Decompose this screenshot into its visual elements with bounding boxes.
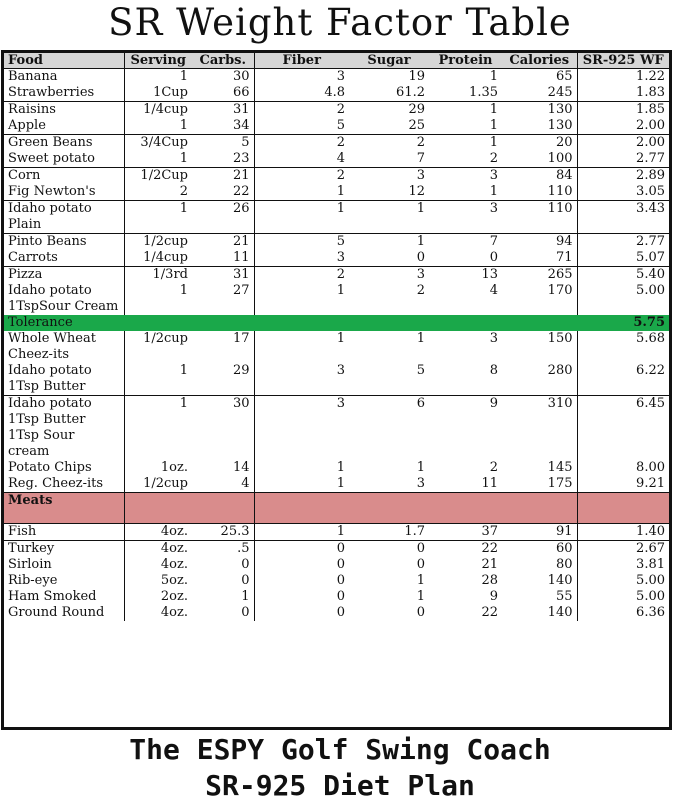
cell-sr925-wf: 1.22 [577, 69, 669, 86]
cell-calories: 110 [502, 201, 577, 234]
cell-food: Carrots [4, 250, 124, 267]
cell-sugar: 1 [416, 460, 425, 475]
cell-protein: 13 [481, 267, 498, 282]
cell-serving: 1 [124, 201, 192, 234]
cell-serving [124, 493, 192, 524]
cell-protein: 1 [489, 135, 498, 150]
cell-fiber: 1 [336, 283, 345, 298]
table-row [4, 151, 669, 168]
cell-protein: 1 [489, 69, 498, 84]
cell-serving: 1 [179, 396, 188, 411]
cell-food: Turkey [4, 541, 124, 558]
cell-serving: 1 [179, 283, 188, 298]
cell-protein: 0 [429, 250, 502, 267]
cell-calories: 71 [502, 250, 577, 267]
cell-carbs: 25.3 [192, 524, 254, 541]
page-title: SR Weight Factor Table [108, 1, 572, 44]
cell-food: Raisins [4, 102, 124, 119]
cell-calories: 110 [502, 184, 577, 201]
cell-sugar: 1 [416, 573, 425, 588]
cell-food: Reg. Cheez-its [4, 476, 124, 493]
cell-carbs: 30 [192, 396, 254, 461]
cell-serving: 3/4Cup [140, 135, 188, 150]
table-row [4, 201, 669, 234]
cell-carbs: 23 [192, 151, 254, 168]
table-row [4, 184, 669, 201]
cell-food: Tolerance [4, 315, 124, 331]
cell-carbs: 21 [192, 234, 254, 251]
cell-calories: 150 [547, 331, 573, 346]
cell-sr925-wf: 1.85 [577, 102, 669, 119]
cell-carbs [192, 493, 254, 524]
cell-sugar: 3 [416, 168, 425, 183]
cell-food: Rib-eye [4, 573, 124, 589]
footer [0, 733, 680, 805]
cell-sugar: 5 [349, 363, 429, 396]
cell-fiber: 2 [336, 168, 345, 183]
cell-carbs: 14 [192, 460, 254, 476]
cell-food: Green Beans [4, 135, 124, 152]
cell-serving: 1/4cup [124, 250, 192, 267]
header-sr925-wf: SR-925 WF [577, 53, 669, 69]
cell-protein: 4 [489, 283, 498, 298]
cell-carbs: 0 [192, 557, 254, 573]
cell-sr925-wf: 1.83 [577, 85, 669, 102]
cell-fiber: 5 [336, 234, 345, 249]
cell-serving: 1 [124, 151, 192, 168]
cell-food: Sirloin [4, 557, 124, 573]
cell-protein: 3 [489, 168, 498, 183]
cell-fiber: 1 [254, 524, 349, 541]
cell-carbs: 31 [192, 102, 254, 119]
cell-calories: 20 [555, 135, 573, 150]
table-row [4, 102, 669, 119]
cell-protein: 9 [489, 589, 498, 604]
cell-sr925-wf: 5.07 [577, 250, 669, 267]
cell-food: Idaho potato Plain [4, 201, 124, 234]
cell-calories: 140 [547, 573, 573, 588]
cell-serving: 1Cup [124, 85, 192, 102]
cell-food: Pizza [4, 267, 124, 284]
cell-food: Idaho potato 1Tsp Butter 1Tsp Sour cream [4, 396, 124, 461]
cell-sugar: 1 [349, 201, 429, 234]
cell-sugar: 19 [408, 69, 425, 84]
cell-calories [502, 493, 577, 524]
cell-calories: 175 [502, 476, 577, 493]
cell-sugar: 0 [416, 605, 425, 620]
table-row [4, 557, 669, 573]
cell-sr925-wf: 2.00 [577, 135, 669, 152]
cell-carbs: 31 [192, 267, 254, 284]
cell-carbs [192, 315, 254, 331]
cell-protein: 37 [429, 524, 502, 541]
cell-food: Ham Smoked [4, 589, 124, 605]
cell-calories: 140 [547, 605, 573, 620]
cell-food: Idaho potato 1Tsp Butter [4, 363, 124, 396]
cell-carbs: .5 [192, 541, 254, 558]
table-row [4, 118, 669, 135]
table-header-row [4, 53, 669, 69]
cell-sr925-wf: 5.40 [577, 267, 669, 284]
cell-fiber: 1 [254, 476, 349, 493]
cell-sugar [349, 315, 429, 331]
cell-carbs: 21 [192, 168, 254, 185]
cell-sugar: 3 [349, 476, 429, 493]
cell-sr925-wf: 5.00 [577, 283, 669, 315]
cell-calories: 280 [502, 363, 577, 396]
cell-serving: 1/3rd [152, 267, 188, 282]
cell-fiber: 0 [336, 589, 345, 604]
cell-sugar: 25 [349, 118, 429, 135]
cell-fiber: 4.8 [254, 85, 349, 102]
cell-sugar [349, 493, 429, 524]
cell-carbs: 17 [192, 331, 254, 363]
cell-sr925-wf: 5.68 [577, 331, 669, 363]
cell-fiber: 1 [336, 331, 345, 346]
cell-serving: 1oz. [160, 460, 188, 475]
cell-food: Potato Chips [4, 460, 124, 476]
cell-sugar: 1.7 [349, 524, 429, 541]
cell-sugar: 1 [416, 589, 425, 604]
cell-sugar: 6 [416, 396, 425, 411]
cell-sr925-wf: 8.00 [577, 460, 669, 476]
cell-sugar: 1 [416, 331, 425, 346]
cell-fiber: 3 [336, 396, 345, 411]
cell-protein: 1.35 [429, 85, 502, 102]
header-food: Food [4, 53, 124, 69]
cell-sr925-wf: 2.89 [577, 168, 669, 185]
cell-sugar: 0 [416, 557, 425, 572]
cell-sr925-wf: 6.45 [577, 396, 669, 461]
table-row [4, 168, 669, 185]
cell-protein: 8 [429, 363, 502, 396]
table-row [4, 541, 669, 558]
cell-carbs: 5 [192, 135, 254, 152]
cell-sr925-wf: 5.00 [577, 573, 669, 589]
cell-protein: 22 [481, 605, 498, 620]
cell-fiber [254, 315, 349, 331]
cell-food: Fish [4, 524, 124, 541]
cell-carbs: 66 [192, 85, 254, 102]
table-row [4, 135, 669, 152]
cell-food: Ground Round [4, 605, 124, 621]
table-row [4, 589, 669, 605]
cell-protein: 7 [489, 234, 498, 249]
cell-calories: 245 [502, 85, 577, 102]
cell-sugar: 2 [416, 283, 425, 298]
cell-calories: 100 [502, 151, 577, 168]
cell-serving: 2 [124, 184, 192, 201]
cell-protein: 2 [429, 151, 502, 168]
cell-calories: 145 [547, 460, 573, 475]
cell-sr925-wf: 2.77 [577, 151, 669, 168]
cell-fiber: 0 [336, 557, 345, 572]
cell-fiber: 3 [336, 69, 345, 84]
cell-calories: 130 [502, 118, 577, 135]
tolerance-row [4, 315, 669, 331]
cell-fiber: 2 [336, 267, 345, 282]
cell-protein [429, 493, 502, 524]
cell-calories: 91 [502, 524, 577, 541]
cell-carbs: 34 [192, 118, 254, 135]
cell-protein: 22 [481, 541, 498, 556]
cell-sr925-wf: 2.00 [577, 118, 669, 135]
cell-calories: 84 [555, 168, 573, 183]
footer-line-2: SR-925 Diet Plan [205, 769, 475, 802]
cell-sugar: 0 [416, 541, 425, 556]
header-carbs: Carbs. [192, 53, 254, 69]
cell-food: Fig Newton's [4, 184, 124, 201]
table-row [4, 460, 669, 476]
cell-serving: 4oz. [160, 557, 188, 572]
cell-fiber: 3 [254, 250, 349, 267]
cell-food: Sweet potato [4, 151, 124, 168]
cell-sr925-wf: 9.21 [577, 476, 669, 493]
cell-protein: 1 [429, 118, 502, 135]
cell-fiber: 3 [254, 363, 349, 396]
cell-sr925-wf: 5.75 [577, 315, 669, 331]
cell-carbs: 1 [192, 589, 254, 605]
table-row [4, 283, 669, 315]
table-row [4, 605, 669, 621]
cell-sr925-wf: 6.36 [577, 605, 669, 621]
table-row [4, 524, 669, 541]
weight-factor-table [4, 53, 669, 621]
cell-sr925-wf: 1.40 [577, 524, 669, 541]
cell-calories: 60 [555, 541, 573, 556]
table-row [4, 69, 669, 86]
cell-serving: 1/2Cup [140, 168, 188, 183]
cell-protein: 3 [429, 201, 502, 234]
cell-calories: 310 [547, 396, 573, 411]
cell-sugar: 12 [349, 184, 429, 201]
table-row [4, 573, 669, 589]
footer-line-1: The ESPY Golf Swing Coach [129, 733, 551, 766]
cell-sugar: 61.2 [349, 85, 429, 102]
cell-food: Strawberries [4, 85, 124, 102]
cell-calories: 170 [547, 283, 573, 298]
header-serving: Serving [124, 53, 192, 69]
cell-serving: 5oz. [160, 573, 188, 588]
cell-serving [124, 315, 192, 331]
cell-fiber: 2 [336, 135, 345, 150]
cell-fiber: 1 [336, 460, 345, 475]
cell-serving: 4oz. [160, 605, 188, 620]
cell-sugar: 1 [416, 234, 425, 249]
cell-serving: 2oz. [160, 589, 188, 604]
cell-sugar: 29 [408, 102, 425, 117]
header-sugar: Sugar [349, 53, 429, 69]
cell-serving: 1/2cup [143, 331, 188, 346]
table-row [4, 267, 669, 284]
table-row [4, 250, 669, 267]
cell-food: Banana [4, 69, 124, 86]
cell-serving: 1 [179, 69, 188, 84]
cell-calories: 65 [555, 69, 573, 84]
cell-carbs: 0 [192, 605, 254, 621]
cell-protein: 9 [489, 396, 498, 411]
cell-protein: 21 [481, 557, 498, 572]
cell-calories: 265 [547, 267, 573, 282]
cell-carbs: 27 [192, 283, 254, 315]
cell-serving: 1 [124, 118, 192, 135]
cell-sr925-wf [577, 493, 669, 524]
cell-sugar: 0 [349, 250, 429, 267]
cell-carbs: 22 [192, 184, 254, 201]
cell-protein: 2 [489, 460, 498, 475]
cell-serving: 1/4cup [143, 102, 188, 117]
cell-fiber: 0 [336, 573, 345, 588]
header-protein: Protein [429, 53, 502, 69]
cell-fiber: 1 [254, 184, 349, 201]
cell-sr925-wf: 2.67 [577, 541, 669, 558]
cell-sugar: 3 [416, 267, 425, 282]
cell-sr925-wf: 3.05 [577, 184, 669, 201]
cell-food: Pinto Beans [4, 234, 124, 251]
cell-food: Apple [4, 118, 124, 135]
cell-carbs: 30 [192, 69, 254, 86]
table-row [4, 85, 669, 102]
cell-fiber: 1 [254, 201, 349, 234]
cell-food: Corn [4, 168, 124, 185]
cell-sugar: 7 [349, 151, 429, 168]
cell-serving: 1/2cup [143, 234, 188, 249]
cell-fiber: 0 [336, 605, 345, 620]
cell-sr925-wf: 5.00 [577, 589, 669, 605]
table-row [4, 363, 669, 396]
table-row [4, 331, 669, 363]
cell-calories: 55 [555, 589, 573, 604]
cell-protein: 11 [429, 476, 502, 493]
cell-calories: 80 [555, 557, 573, 572]
cell-serving: 1 [124, 363, 192, 396]
cell-serving: 4oz. [124, 524, 192, 541]
cell-fiber: 5 [254, 118, 349, 135]
cell-protein: 28 [481, 573, 498, 588]
cell-food: Meats [4, 493, 124, 524]
cell-sr925-wf: 3.81 [577, 557, 669, 573]
header-fiber: Fiber [254, 53, 349, 69]
cell-protein: 1 [489, 102, 498, 117]
cell-calories [502, 315, 577, 331]
cell-protein: 1 [429, 184, 502, 201]
cell-fiber [254, 493, 349, 524]
cell-protein: 3 [489, 331, 498, 346]
cell-sr925-wf: 2.77 [577, 234, 669, 251]
table-row [4, 234, 669, 251]
cell-fiber: 0 [336, 541, 345, 556]
meats-section-row [4, 493, 669, 524]
weight-factor-table-frame [1, 50, 672, 730]
cell-protein [429, 315, 502, 331]
cell-serving: 4oz. [160, 541, 188, 556]
cell-carbs: 11 [192, 250, 254, 267]
cell-food: Idaho potato 1TspSour Cream [4, 283, 124, 315]
cell-carbs: 29 [192, 363, 254, 396]
cell-fiber: 2 [336, 102, 345, 117]
cell-food: Whole Wheat Cheez-its [4, 331, 124, 363]
header-calories: Calories [502, 53, 577, 69]
cell-sr925-wf: 3.43 [577, 201, 669, 234]
table-row [4, 476, 669, 493]
cell-carbs: 4 [192, 476, 254, 493]
cell-carbs: 0 [192, 573, 254, 589]
cell-fiber: 4 [254, 151, 349, 168]
cell-sugar: 2 [416, 135, 425, 150]
cell-carbs: 26 [192, 201, 254, 234]
cell-calories: 130 [547, 102, 573, 117]
cell-serving: 1/2cup [124, 476, 192, 493]
table-row [4, 396, 669, 461]
cell-calories: 94 [555, 234, 573, 249]
cell-sr925-wf: 6.22 [577, 363, 669, 396]
